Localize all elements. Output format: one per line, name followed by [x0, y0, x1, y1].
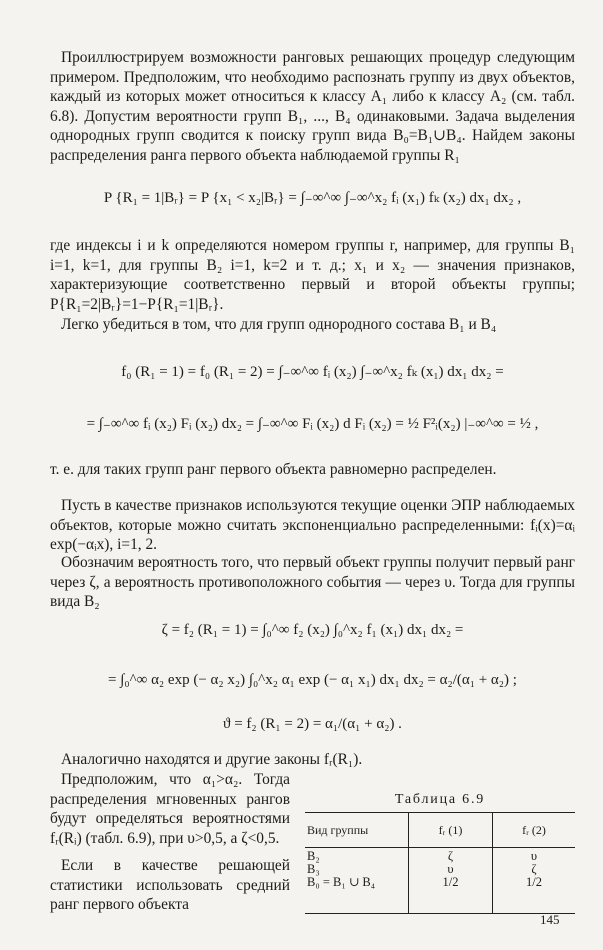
- paragraph-zeta: Обозначим вероятность того, что первый объект группы получит первый ранг через ζ, а вероятность противоположного события — через υ. Тогда для группы вида B₂: [50, 554, 575, 611]
- equation-f0: f₀ (R₁ = 1) = f₀ (R₁ = 2) = ∫₋∞^∞ fᵢ (x₂) ∫₋∞^x₂ fₖ (x₁) dx₁ dx₂ =: [121, 364, 504, 380]
- table-value: υ: [447, 862, 454, 876]
- paragraph-uniform: т. е. для таких групп ранг первого объекта равномерно распределен.: [50, 461, 497, 478]
- table-header-fr1: fᵣ (1): [409, 813, 493, 848]
- table-cell-fr2: [493, 848, 575, 914]
- table-6-9: [305, 812, 575, 914]
- equation-rank-probability: P {R₁ = 1|Bᵣ} = P {x₁ < x₂|Bᵣ} = ∫₋∞^∞ ∫₋∞^x₂ fᵢ (x₁) fₖ (x₂) dx₁ dx₂ ,: [103, 190, 522, 206]
- page-number: 145: [540, 912, 560, 927]
- table-value: υ: [530, 849, 538, 863]
- equation-zeta: ζ = f₂ (R₁ = 1) = ∫₀^∞ f₂ (x₂) ∫₀^x₂ f₁ (x₁) dx₁ dx₂ =: [161, 622, 464, 638]
- table-value: 1/2: [442, 875, 459, 889]
- table-header-fr2: fᵣ (2): [493, 813, 575, 848]
- table-cell-groups: [305, 848, 409, 914]
- table-cell-fr1: [409, 848, 493, 914]
- paragraph-assume: Предположим, что α₁>α₂. Тогда распределения мгновенных рангов будут определяться вероятностями fᵣ(Rᵢ) (табл. 6.9), при υ>0,5, а ζ<0,5.: [50, 771, 290, 847]
- paragraph-indices: где индексы i и k определяются номером группы r, например, для группы B₁ i=1, k=1, для группы B₂ i=1, k=2 и т. д.; x₁ и x₂ — значения признаков, характеризующие соответственно первый и второй объекты группы; P{R₁=2|Bᵣ}=1−P{R₁=1|Bᵣ}.: [50, 237, 575, 313]
- table-row-label: B₀ = B₁ ∪ B₄: [307, 875, 376, 889]
- paragraph-homogeneous: Легко убедиться в том, что для групп однородного состава B₁ и B₄: [61, 316, 497, 333]
- equation-f0-result: = ∫₋∞^∞ fᵢ (x₂) Fᵢ (x₂) dx₂ = ∫₋∞^∞ Fᵢ (x₂) d Fᵢ (x₂) = ½ F²ᵢ(x₂) |₋∞^∞ = ½ ,: [86, 416, 539, 432]
- table-value: ζ: [531, 862, 537, 876]
- table-title: Таблица 6.9: [394, 792, 486, 807]
- paragraph-statistic: Если в качестве решающей статистики использовать средний ранг первого объекта: [50, 857, 290, 914]
- paragraph-intro: Проиллюстрируем возможности ранговых решающих процедур следующим примером. Предположим, что необходимо распознать группу из двух объектов, каждый из которых может относиться к классу A₁ либо к классу A₂ (см. табл. 6.8). Допустим вероятности групп B₁, ..., B₄ одинаковыми. Задача выделения однородных групп сводится к поиску групп вида B₀=B₁∪B₄. Найдем законы распределения ранга первого объекта наблюдаемой группы R₁: [50, 49, 575, 164]
- paragraph-exponential: Пусть в качестве признаков используются текущие оценки ЭПР наблюдаемых объектов, которые можно считать экспоненциально распределенными: fᵢ(x)=αᵢ exp(−αᵢx), i=1, 2.: [50, 497, 575, 554]
- table-value: ζ: [447, 849, 454, 863]
- equation-theta: ϑ = f₂ (R₁ = 2) = α₁/(α₁ + α₂) .: [223, 716, 402, 732]
- paragraph-similar: Аналогично находятся и другие законы fᵣ(R₁).: [61, 751, 363, 768]
- table-row-label: B₃: [307, 862, 320, 876]
- table-value: 1/2: [526, 875, 542, 889]
- equation-zeta-result: = ∫₀^∞ α₂ exp (− α₂ x₂) ∫₀^x₂ α₁ exp (− α₁ x₁) dx₁ dx₂ = α₂/(α₁ + α₂) ;: [108, 672, 517, 688]
- table-header-group: Вид группы: [305, 813, 409, 848]
- table-row-label: B₂: [307, 849, 320, 863]
